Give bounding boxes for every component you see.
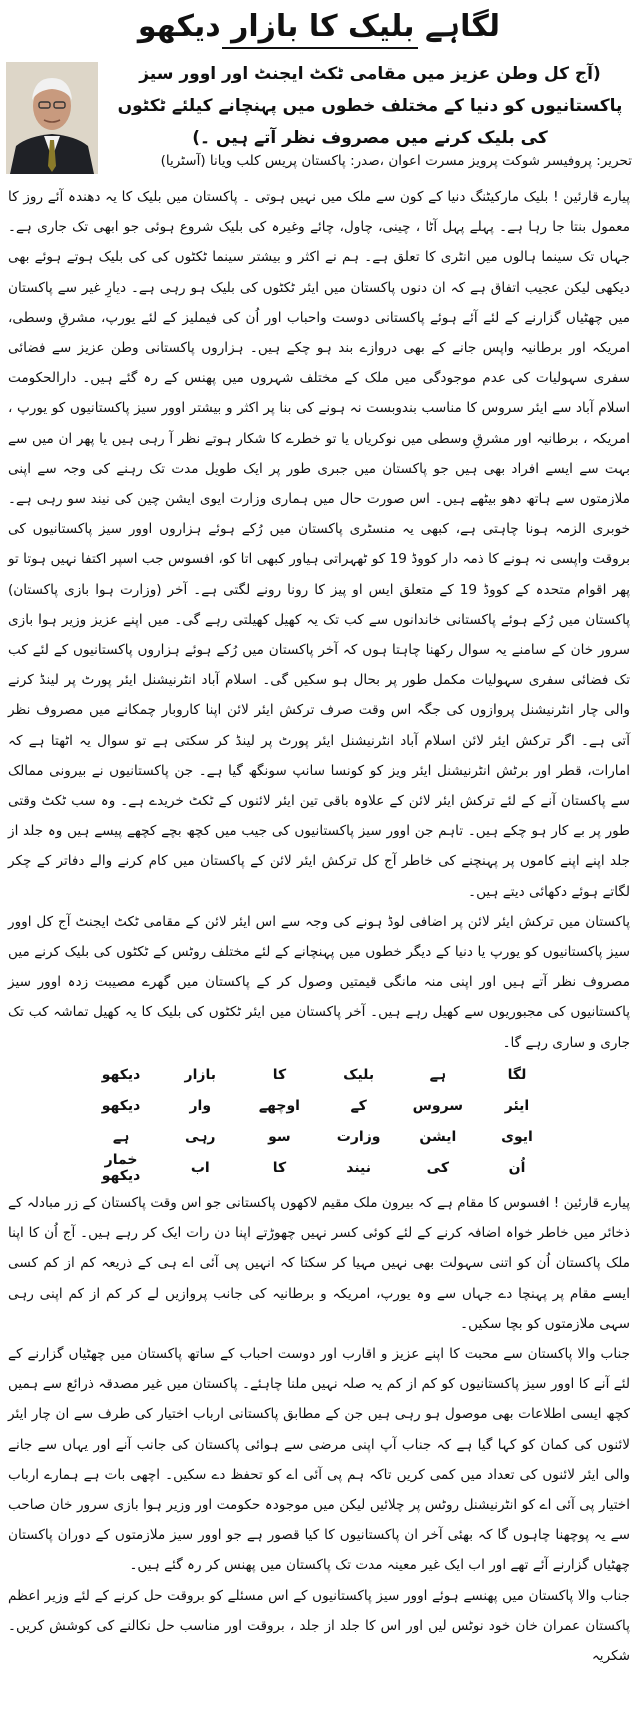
poem-word: لگا <box>507 1067 527 1084</box>
poem-word: کے <box>350 1098 367 1115</box>
body-paragraph: جناب والا پاکستان سے محبت کا اپنے عزیز و اقارب اور دوست احباب کے ساتھ پاکستان میں چھٹیاں گزارنے کے لئے آنے کا اوور سیز پاکستانیوں کو کم از کم یہ صلہ نہیں ملنا چاہئے۔ پاکستان میں غیر مصدقہ ذرائع سے ہمیں کچھ ایسی اطلاعات بھی موصول ہو رہی ہیں جن کے مطابق پاکستانی ارباب اختیار کی طرف سے ان چار ایئر لائنوں کی کمان کو کہا گیا ہے کہ جناب آپ اپنی مرضی سے ہوائی پاکستان کی جانب آنے اور یہاں سے جانے والی ایئر لائنوں کی تعداد میں کمی کریں تاکہ ہم پی آئی اے کو تحفظ دے سکیں۔ اچھی بات ہے ہمارے ارباب اختیار پی آئی اے کو انٹرنیشنل روٹس پر چلائیں لیکن میں موجودہ حکومت اور وزیر ہوا بازی سرور خان صاحب سے یہ پوچھنا چاہوں گا کہ بھئی آخر ان پاکستانیوں کا کیا قصور ہے جو اوور سیز ملازمتوں کے دوران پاکستان چھٹیاں گزارنے آئے تھے اور اب ایک غیر معینہ مدت تک پاکستان میں پھنس کر رہ گئے ہیں۔ <box>8 1345 630 1574</box>
poem-word: ہے <box>112 1129 130 1146</box>
poem-word: بازار <box>184 1067 216 1084</box>
headline-underline <box>222 47 418 49</box>
poem-line <box>8 1091 630 1122</box>
poem-word: خمار دیکھو <box>101 1152 141 1185</box>
body-paragraph: پیارے قارئین ! بلیک مارکیٹنگ دنیا کے کون سے ملک میں نہیں ہوتی ۔ پاکستان میں بلیک کا یہ دھندہ آئے روز کا معمول بنتا جا رہا ہے۔ پہلے پہل آٹا ، چینی، چاول، چائے وغیرہ کی بلیک شروع ہوئی جو ابھی تک جاری ہے۔ جہاں تک سینما ہالوں میں انٹری کا تعلق ہے۔ ہم نے اکثر و بیشتر سینما ٹکٹوں کی کی بلیک ہوتے ہوئے بھی دیکھی لیکن عجیب اتفاق ہے کہ ان دنوں پاکستان میں ایئر ٹکٹوں کی بلیک ہو رہی ہے۔ دیارِ غیر سے پاکستان میں چھٹیاں گزارنے کے لئے آئے ہوئے پاکستانی دوست واحباب اور اُن کی فیملیز کے لئے یورپ، مشرقِ وسطی، امریکہ اور برطانیہ واپس جانے کے بھی دروازے بند ہو چکے ہیں۔ ہزاروں پاکستانی وطن عزیز سے فضائی سفری سہولیات کی عدم موجودگی میں ملک کے مختلف شہروں میں پھنس کے رہ گئے ہیں۔ دارالحکومت اسلام آباد سے ایئر سروس کا مناسب بندوبست نہ ہونے کی بنا پر اکثر و بیشتر اوور سیز پاکستانیوں کو یورپ ، امریکہ ، برطانیہ اور مشرقِ وسطی میں نوکریاں یا تو خطرے کا شکار ہوتے نظر آ رہی ہیں یا پھر ان میں سے بہت سے ایسے افراد بھی ہیں جو پاکستان میں جبری طور پر ایک طویل مدت تک رہنے کی وجہ سے اپنی ملازمتوں سے ہاتھ دھو بیٹھے ہیں۔ اس صورت حال میں ہماری وزارت ایوی ایشن چین کی نیند سو رہی ہے۔ خوبری الزمہ ہونا چاہتی ہے، کبھی یہ منسٹری پاکستان میں رُکے ہوئے ہزاروں اوور سیز پاکستانیوں کی بروقت واپسی نہ ہونے کا ذمہ دار کووڈ 19 کو ٹھہراتی ہیاور کبھی اتا کو، افسوس جب اسپر اکتفا نہیں ہوتا تو پھر اقوام متحدہ کے کووڈ 19 کے متعلق ایس او پیز کا رونا رونے لگتی ہے۔ آخر (وزارت ہوا بازی پاکستان) پاکستان میں رُکے ہوئے پاکستانی خاندانوں سے کب تک یہ کھیل کھیلتی رہے گی۔ میں اپنے عزیز وزیر ہوا بازی سرور خان کے سامنے یہ سوال رکھنا چاہتا ہوں کہ آخر پاکستان میں رُکے ہوئے ہزاروں پاکستانیوں کے لئے کب تک فضائی سفری سہولیات مکمل طور پر بحال ہو سکیں گی۔ اسلام آباد انٹرنیشنل ایئر پورٹ پر لینڈ کرنے والی چار انٹرنیشنل پروازوں کی جگہ اس وقت صرف ترکش ایئر لائن اپنا کاروبار چمکانے میں مصروف نظر آتی ہے۔ اگر ترکش ایئر لائن اسلام آباد انٹرنیشنل ایئر پورٹ پر لینڈ کر سکتی ہے تو سوال یہ اٹھتا ہے کہ امارات، قطر اور برٹش انٹرنیشنل ایئر ویز کو کونسا سانپ سونگھ گیا ہے۔ جن پاکستانیوں نے بیرونی ممالک سے پاکستان آنے کے لئے ترکش ایئر لائن کے علاوہ باقی تین ایئر لائنوں کے ٹکٹ خریدے ہے۔ وہ سب ٹکٹ وقتی طور پر بے کار ہو چکے ہیں۔ تاہم جن اوور سیز پاکستانیوں کی جیب میں کچھ بچے کچھے پیسے ہیں وہ جلد از جلد اپنے اپنے کاموں پر پہنچنے کی خاطر آج کل ترکش ایئر لائن کے پاکستان میں کام کرنے والے دفاتر کے چکر لگاتے ہوئے دکھائی دیتے ہیں۔ <box>8 189 630 900</box>
author-portrait-image <box>6 62 98 174</box>
poem-word: دیکھو <box>101 1098 141 1115</box>
poem-word: وزارت <box>336 1129 381 1146</box>
poem-verse <box>8 1060 630 1184</box>
body-paragraph: پیارے قارئین ! افسوس کا مقام ہے کہ بیرون ملک مقیم لاکھوں پاکستانی جو اس وقت پاکستان کے زر مبادلہ کے ذخائر میں خاطر خواہ اضافہ کرنے کے لئے کوئی کسر نہیں چھوڑتے اپنا دن رات ایک کر رہے ہیں۔ آج اُن کا اپنا ملک پاکستان اُن کو اتنی سہولت بھی نہیں مہیا کر سکتا کہ انہیں پی آئی اے ہی کے ذریعہ کم از کم کسی ایسے مقام پر پہنچا دے جہاں سے وہ یورپ، امریکہ و برطانیہ کی جانب پروازیں لے کر کم از کم اپنی رہی سہی ملازمتوں کو بچا سکیں۔ <box>8 1194 630 1332</box>
poem-word: کی <box>426 1160 449 1177</box>
poem-word: ایشن <box>419 1129 457 1146</box>
author-photo <box>6 62 98 174</box>
poem-word: بلیک <box>343 1067 375 1084</box>
poem-word: اب <box>190 1160 210 1177</box>
poem-word: ایوی <box>501 1129 533 1146</box>
poem-line <box>8 1122 630 1153</box>
poem-word: سو <box>268 1129 291 1146</box>
poem-word: اُن <box>508 1160 526 1177</box>
article-deck: (آج کل وطن عزیز میں مقامی ٹکٹ ایجنٹ اور اوور سیز پاکستانیوں کو دنیا کے مختلف خطوں میں پہنچانے کیلئے ٹکٹوں کی بلیک کرنے میں مصروف نظر آتے ہیں ۔) <box>117 64 623 148</box>
poem-word: سروس <box>412 1098 464 1115</box>
poem-word: دیکھو <box>101 1067 141 1084</box>
body-paragraph: جناب والا پاکستان میں پھنسے ہوئے اوور سیز پاکستانیوں کے اس مسئلے کو بروقت حل کرنے کے لئے وزیر اعظم پاکستان عمران خان خود نوٹس لیں اور اس کا جلد از جلد ، بروقت اور مناسب حل نکالنے کی کوشش کریں۔ شکریہ <box>8 1587 630 1664</box>
poem-word: اوچھے <box>258 1098 300 1115</box>
poem-word: وار <box>189 1098 212 1115</box>
poem-word: ہے <box>429 1067 447 1084</box>
poem-line <box>8 1060 630 1091</box>
poem-word: کا <box>272 1067 287 1084</box>
headline: لگاہے بلیک کا بازار دیکھو <box>137 9 501 44</box>
article-body <box>8 182 630 1671</box>
author-byline: تحریر: پروفیسر شوکت پرویز مسرت اعوان ،صدر: پاکستان پریس کلب ویانا (آسٹریا) <box>160 153 632 169</box>
body-paragraph: پاکستان میں ترکش ایئر لائن پر اضافی لوڈ ہونے کی وجہ سے اس ایئر لائن کے مقامی ٹکٹ ایجنٹ آج کل اوور سیز پاکستانیوں کو یورپ یا دنیا کے دیگر خطوں میں پہنچانے کے لئے مختلف روٹس کے ٹکٹوں کی بلیک کرنے میں مصروف نظر آتے ہیں اور اپنی منہ مانگی قیمتیں وصول کر کے پاکستان میں گھرے مصیبت زدہ اوور سیز پاکستانیوں کی مجبوریوں سے کھیل رہے ہیں۔ آخر پاکستان میں ایئر ٹکٹوں کی بلیک کا یہ کھیل تماشہ کب تک جاری و ساری رہے گا۔ <box>8 913 631 1051</box>
poem-line <box>8 1153 630 1184</box>
poem-word: رہی <box>185 1129 216 1146</box>
poem-word: نیند <box>346 1160 372 1177</box>
poem-word: ایئر <box>504 1098 530 1115</box>
poem-word: کا <box>272 1160 287 1177</box>
